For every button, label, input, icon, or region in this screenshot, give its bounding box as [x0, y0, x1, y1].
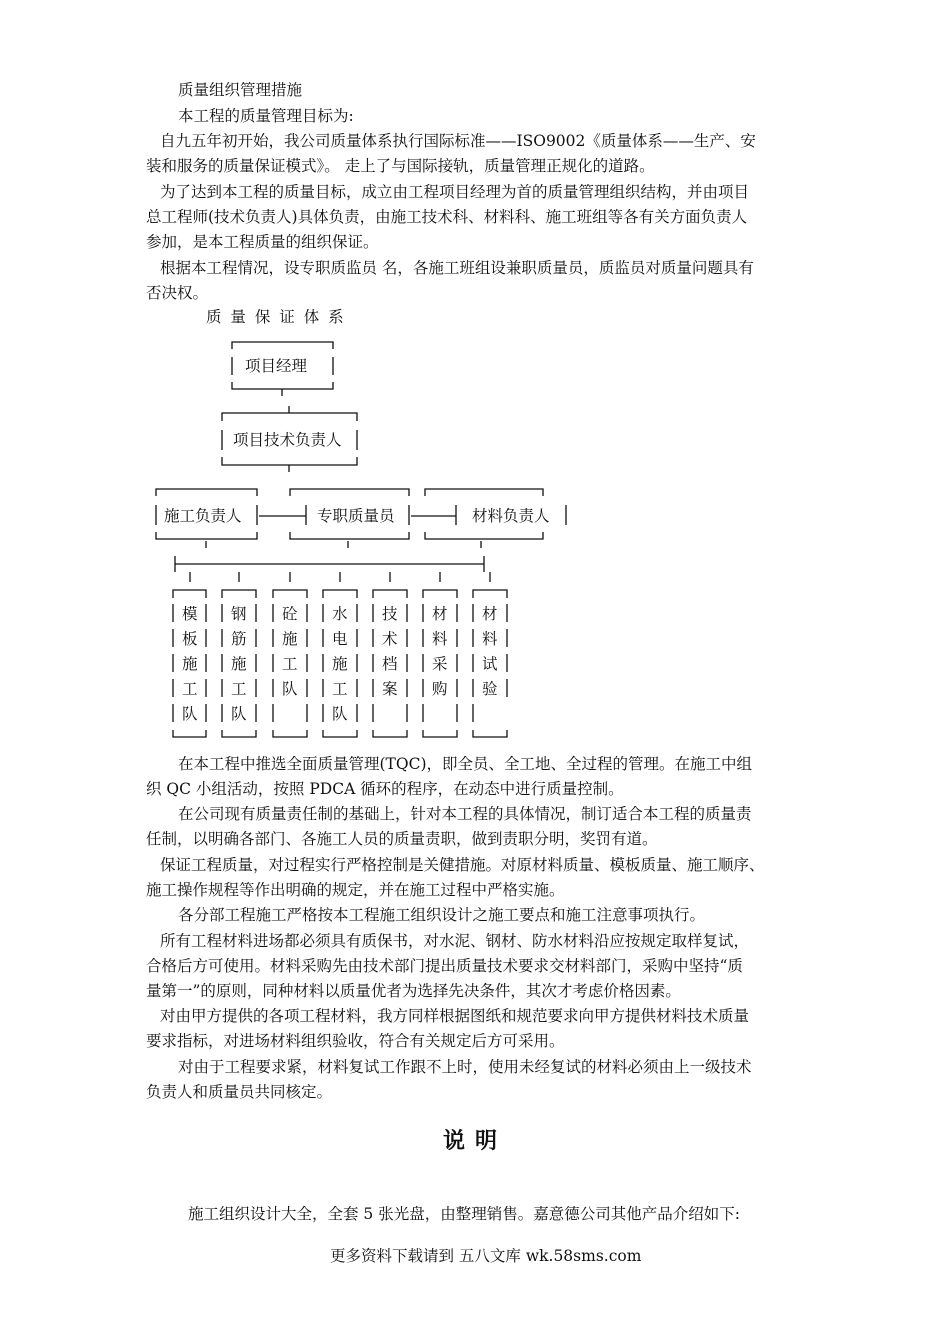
paragraph-text: 任制，以明确各部门、各施工人员的质量责职，做到责职分明，奖罚有道。	[146, 830, 658, 848]
paragraph-text: 各分部工程施工严格按本工程施工组织设计之施工要点和施工注意事项执行。	[178, 906, 706, 924]
paragraph-text: 为了达到本工程的质量目标，成立由工程项目经理为首的质量管理组织结构，并由项目	[160, 183, 750, 201]
paragraph-text: 保证工程质量，对过程实行严格控制是关健措施。对原材料质量、模板质量、施工顺序、	[160, 856, 765, 874]
team-char: 工	[231, 680, 247, 698]
team-char: 队	[231, 705, 247, 723]
team-char: 工	[332, 680, 348, 698]
paragraph-text: 总工程师(技术负责人)具体负责，由施工技术科、材料科、施工班组等各有关方面负责人	[146, 208, 748, 226]
team-char: 施	[182, 655, 198, 673]
team-char: 队	[332, 705, 348, 723]
intro-text: 施工组织设计大全，全套 5 张光盘，由整理销售。嘉意德公司其他产品介绍如下:	[188, 1205, 740, 1223]
team-char: 材	[482, 605, 498, 623]
section-heading: 说明	[442, 1129, 507, 1154]
paragraph-text: 在本工程中推选全面质量管理(TQC)，即全员、全工地、全过程的管理。在施工中组	[178, 755, 753, 773]
paragraph-text: 根据本工程情况，设专职质监员 名，各施工班组设兼职质量员，质监员对质量问题具有	[160, 259, 754, 277]
team-char: 购	[432, 680, 448, 698]
team-char: 工	[282, 655, 298, 673]
paragraph-text: 在公司现有质量责任制的基础上，针对本工程的具体情况，制订适合本工程的质量责	[178, 805, 752, 823]
paragraph-text: 织 QC 小组活动，按照 PDCA 循环的程序，在动态中进行质量控制。	[146, 780, 624, 798]
team-char: 料	[432, 630, 448, 648]
paragraph-text: 自九五年初开始，我公司质量体系执行国际标准——ISO9002《质量体系——生产、安	[160, 132, 756, 150]
team-char: 采	[432, 655, 448, 673]
team-char: 材	[432, 605, 448, 623]
paragraph-text: 所有工程材料进场都必须具有质保书，对水泥、钢材、防水材料沿应按规定取样复试，	[160, 932, 750, 950]
paragraph-text: 本工程的质量管理目标为:	[178, 107, 354, 125]
paragraph-text: 参加，是本工程质量的组织保证。	[146, 233, 379, 251]
team-char: 施	[231, 655, 247, 673]
team-char: 钢	[231, 605, 247, 623]
section-title: 质量组织管理措施	[178, 81, 303, 99]
org-node-technical-lead: 项目技术负责人	[233, 431, 342, 449]
team-char: 模	[182, 605, 198, 623]
team-char: 技	[382, 605, 398, 623]
paragraph-text: 对由于工程要求紧，材料复试工作跟不上时，使用未经复试的材料必须由上一级技术	[178, 1058, 752, 1076]
team-char: 板	[182, 630, 198, 648]
org-chart-title: 质 量 保 证 体 系	[206, 308, 346, 326]
team-char: 施	[332, 655, 348, 673]
org-node-project-manager: 项目经理	[245, 357, 308, 375]
team-char: 砼	[282, 605, 298, 623]
team-char: 试	[482, 655, 498, 673]
team-char: 队	[282, 680, 298, 698]
team-char: 料	[482, 630, 498, 648]
org-node-quality-inspector: 专职质量员	[317, 507, 395, 525]
team-char: 队	[182, 705, 198, 723]
paragraph-text: 合格后方可使用。材料采购先由技术部门提出质量技术要求交材料部门，采购中坚持“质	[146, 957, 743, 975]
team-char: 电	[332, 630, 348, 648]
paragraph-text: 装和服务的质量保证模式》。 走上了与国际接轨，质量管理正规化的道路。	[146, 157, 655, 175]
team-char: 案	[382, 680, 398, 698]
org-node-material-lead: 材料负责人	[472, 507, 550, 525]
team-char: 工	[182, 680, 198, 698]
team-char: 术	[382, 630, 398, 648]
org-node-construction-lead: 施工负责人	[164, 507, 242, 525]
team-char: 水	[332, 605, 348, 623]
paragraph-text: 施工操作规程等作出明确的规定，并在施工过程中严格实施。	[146, 881, 565, 899]
paragraph-text: 否决权。	[146, 284, 209, 302]
paragraph-text: 量第一”的原则，同种材料以质量优者为选择先决条件，其次才考虑价格因素。	[146, 982, 681, 1000]
team-char: 施	[282, 630, 298, 648]
paragraph-text: 负责人和质量员共同核定。	[146, 1083, 333, 1101]
team-char: 档	[382, 655, 398, 673]
team-char: 验	[482, 680, 498, 698]
team-char: 筋	[231, 630, 247, 648]
paragraph-text: 对由甲方提供的各项工程材料，我方同样根据图纸和规范要求向甲方提供材料技术质量	[160, 1007, 750, 1025]
download-link[interactable]: 更多资料下载请到 五八文库 wk.58sms.com	[330, 1247, 642, 1265]
paragraph-text: 要求指标，对进场材料组织验收，符合有关规定后方可采用。	[146, 1032, 565, 1050]
